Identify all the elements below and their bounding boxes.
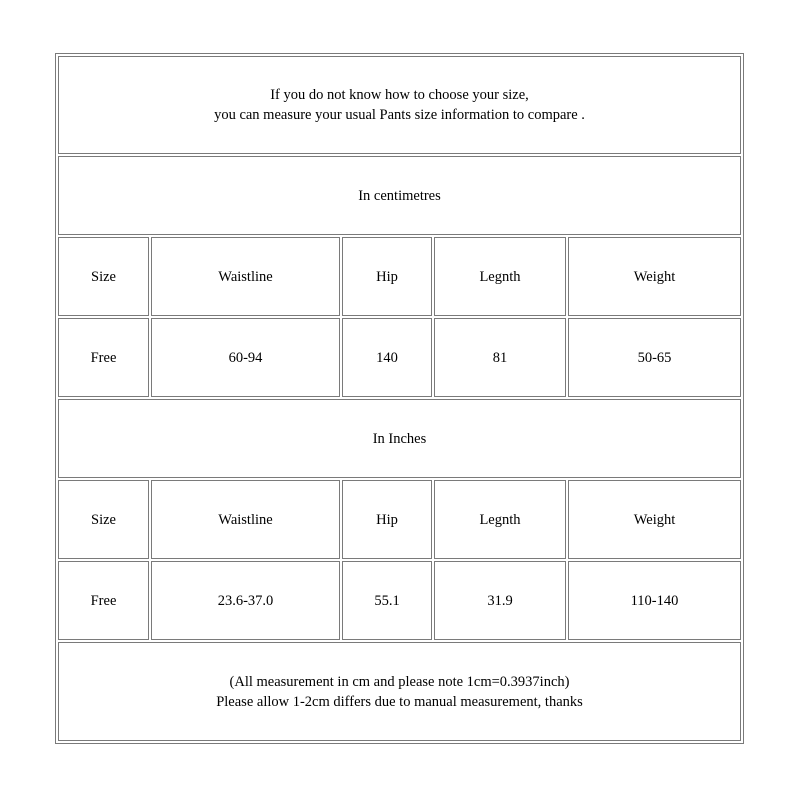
- intro-line-2: you can measure your usual Pants size information to compare .: [214, 107, 585, 123]
- value-label: Free: [90, 349, 117, 366]
- inch-value-weight: [568, 561, 741, 640]
- cm-value-hip: [342, 318, 432, 397]
- inch-header-hip: [342, 480, 432, 559]
- header-label: Hip: [376, 268, 398, 285]
- cm-value-length: [434, 318, 566, 397]
- cm-header-size: [58, 237, 149, 316]
- cm-header-length: [434, 237, 566, 316]
- value-label: 110-140: [630, 592, 679, 609]
- cm-header-waistline: [151, 237, 340, 316]
- note-line-2: Please allow 1-2cm differs due to manual measurement, thanks: [216, 693, 583, 710]
- inch-heading: In Inches: [372, 430, 427, 447]
- header-label: Hip: [376, 511, 398, 528]
- inch-header-size: [58, 480, 149, 559]
- value-label: Free: [90, 592, 117, 609]
- inch-value-length: [434, 561, 566, 640]
- value-label: 55.1: [374, 592, 400, 609]
- inch-header-length: [434, 480, 566, 559]
- cm-heading-cell: [58, 156, 741, 235]
- note-line-1: (All measurement in cm and please note 1cm=0.3937inch): [229, 673, 570, 690]
- value-label: 31.9: [487, 592, 513, 609]
- inch-value-hip: [342, 561, 432, 640]
- cm-value-size: [58, 318, 149, 397]
- cm-value-weight: [568, 318, 741, 397]
- header-label: Legnth: [479, 268, 521, 285]
- value-label: 60-94: [228, 349, 263, 366]
- cm-value-waistline: [151, 318, 340, 397]
- inch-heading-cell: [58, 399, 741, 478]
- inch-value-size: [58, 561, 149, 640]
- cm-header-weight: [568, 237, 741, 316]
- header-label: Weight: [633, 511, 676, 528]
- cm-heading: In centimetres: [358, 187, 441, 204]
- header-label: Size: [91, 268, 116, 285]
- cm-header-hip: [342, 237, 432, 316]
- intro-line-1: If you do not know how to choose your size,: [270, 87, 529, 103]
- value-label: 50-65: [637, 349, 672, 366]
- header-label: Legnth: [479, 511, 521, 528]
- intro-cell: [58, 56, 741, 154]
- inch-header-weight: [568, 480, 741, 559]
- value-label: 140: [376, 349, 398, 366]
- header-label: Weight: [633, 268, 676, 285]
- value-label: 81: [492, 349, 508, 366]
- header-label: Waistline: [218, 511, 273, 528]
- header-label: Waistline: [218, 268, 273, 285]
- inch-header-waistline: [151, 480, 340, 559]
- header-label: Size: [91, 511, 116, 528]
- inch-value-waistline: [151, 561, 340, 640]
- value-label: 23.6-37.0: [217, 592, 274, 609]
- note-cell: [58, 642, 741, 741]
